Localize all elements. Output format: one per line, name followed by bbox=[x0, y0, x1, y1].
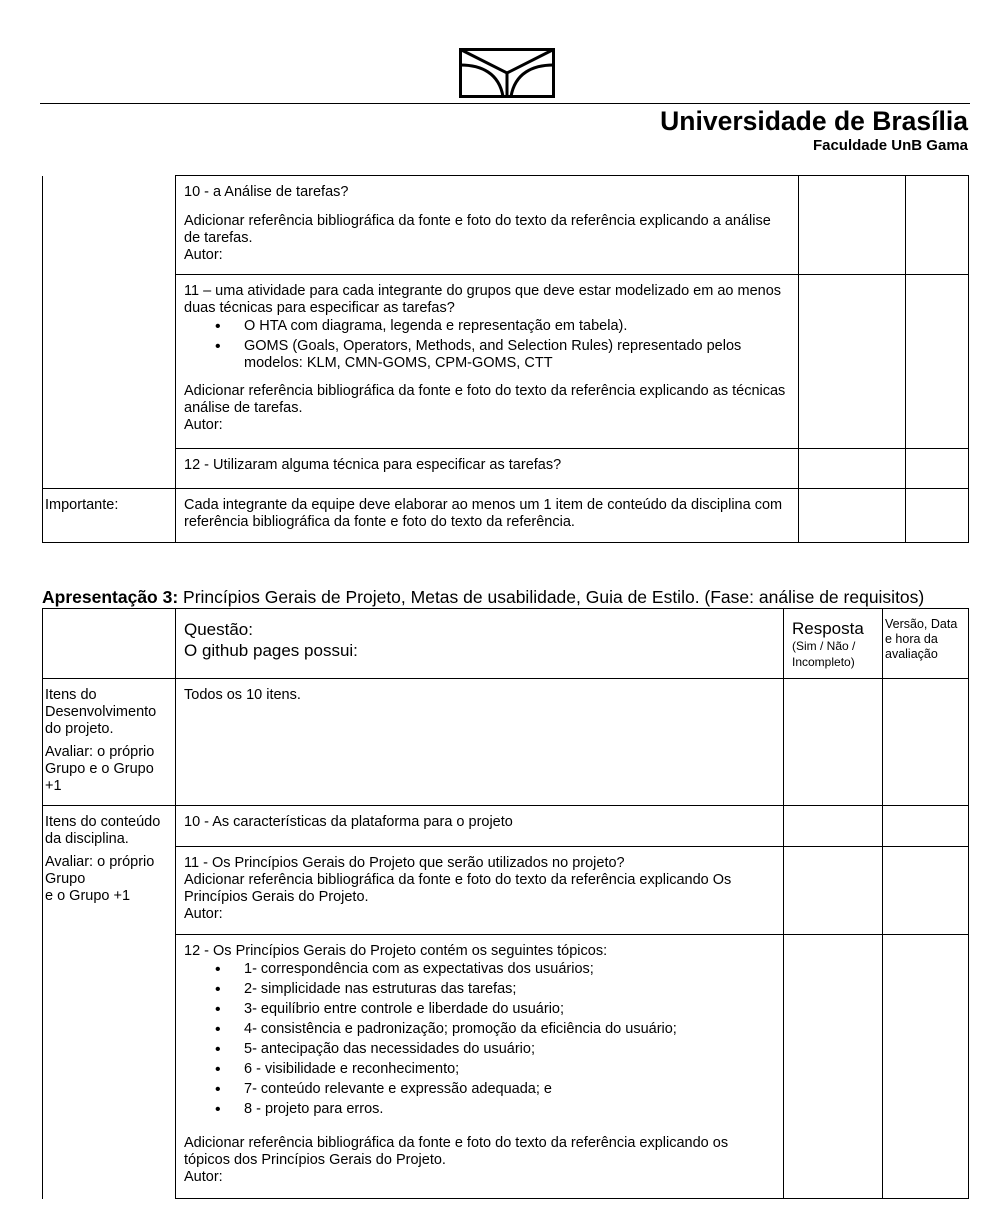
content-label-line3: e o Grupo +1 bbox=[45, 888, 131, 904]
bullet-list bbox=[184, 961, 775, 1118]
version-cell[interactable] bbox=[883, 935, 969, 1199]
author-text: Autor: bbox=[184, 247, 223, 263]
list-item: • 6 - visibilidade e reconhecimento; bbox=[244, 1061, 775, 1078]
header-response-options: (Sim / Não / Incompleto) bbox=[792, 639, 856, 669]
dev-items-label bbox=[43, 679, 176, 806]
list-item: • GOMS (Goals, Operators, Methods, and Selection Rules) representado pelos modelos: KLM, CMN-GOMS, CPM-GOMS, CTT bbox=[244, 338, 790, 372]
author-text: Autor: bbox=[184, 906, 223, 922]
list-item: • 3- equilíbrio entre controle e liberdade do usuário; bbox=[244, 1001, 775, 1018]
question-text: 10 - a Análise de tarefas? bbox=[184, 184, 349, 200]
header-version-cell bbox=[883, 609, 969, 679]
response-cell[interactable] bbox=[799, 489, 906, 543]
list-item: • 1- correspondência com as expectativas dos usuários; bbox=[244, 961, 775, 978]
content-label-line2: Avaliar: o próprio Grupo bbox=[45, 854, 155, 887]
response-cell[interactable] bbox=[784, 935, 883, 1199]
unb-logo-icon bbox=[459, 48, 555, 102]
version-cell[interactable] bbox=[883, 806, 969, 847]
evaluation-table-3 bbox=[42, 608, 969, 1199]
version-cell[interactable] bbox=[906, 176, 969, 275]
dev-items-text: Todos os 10 itens. bbox=[176, 679, 784, 806]
university-name: Universidade de Brasília bbox=[660, 106, 968, 136]
section-title-text: Princípios Gerais de Projeto, Metas de usabilidade, Guia de Estilo. (Fase: análise de requisitos) bbox=[178, 587, 925, 607]
response-cell[interactable] bbox=[799, 449, 906, 489]
list-item: • 5- antecipação das necessidades do usuário; bbox=[244, 1041, 775, 1058]
important-text: Cada integrante da equipe deve elaborar ao menos um 1 item de conteúdo da disciplina com referência bibliográfica da fonte e foto do texto da referência. bbox=[176, 489, 799, 543]
version-cell[interactable] bbox=[906, 489, 969, 543]
faculty-name: Faculdade UnB Gama bbox=[812, 137, 968, 154]
version-cell[interactable] bbox=[883, 847, 969, 935]
important-label: Importante: bbox=[43, 489, 176, 543]
question-text: 11 – uma atividade para cada integrante do grupos que deve estar modelizado em ao menos duas técnicas para especificar as tarefas? bbox=[184, 283, 782, 316]
reference-text: Adicionar referência bibliográfica da fonte e foto do texto da referência explicando Os Princípios Gerais do Projeto. bbox=[184, 872, 732, 905]
section-title bbox=[42, 587, 924, 608]
author-text: Autor: bbox=[184, 1169, 223, 1185]
question-text: 12 - Os Princípios Gerais do Projeto contém os seguintes tópicos: bbox=[184, 943, 608, 959]
version-cell[interactable] bbox=[906, 449, 969, 489]
bullet-list bbox=[184, 318, 790, 372]
question-cell-12 bbox=[176, 935, 784, 1199]
list-item: • 7- conteúdo relevante e expressão adequada; e bbox=[244, 1081, 775, 1098]
reference-text: Adicionar referência bibliográfica da fonte e foto do texto da referência explicando os tópicos dos Princípios Gerais do Projeto. bbox=[184, 1135, 729, 1168]
version-cell[interactable] bbox=[883, 679, 969, 806]
dev-label-line1: Itens do Desenvolvimento do projeto. bbox=[45, 687, 157, 737]
question-text: 11 - Os Princípios Gerais do Projeto que serão utilizados no projeto? bbox=[184, 855, 625, 871]
question-cell-10 bbox=[176, 806, 784, 847]
list-item: • 8 - projeto para erros. bbox=[244, 1101, 775, 1118]
list-item: • 4- consistência e padronização; promoção da eficiência do usuário; bbox=[244, 1021, 775, 1038]
header-empty-cell bbox=[43, 609, 176, 679]
header-rule bbox=[40, 103, 970, 104]
evaluation-table-2 bbox=[42, 175, 969, 543]
question-cell-12 bbox=[176, 449, 799, 489]
content-items-label bbox=[43, 806, 176, 1199]
question-text: 12 - Utilizaram alguma técnica para especificar as tarefas? bbox=[184, 457, 562, 473]
author-text: Autor: bbox=[184, 417, 223, 433]
list-item: • 2- simplicidade nas estruturas das tarefas; bbox=[244, 981, 775, 998]
header-version-label: Versão, Data e hora da avaliação bbox=[885, 617, 958, 661]
header-response-label: Resposta bbox=[792, 619, 864, 638]
response-cell[interactable] bbox=[784, 806, 883, 847]
response-cell[interactable] bbox=[784, 847, 883, 935]
response-cell[interactable] bbox=[799, 275, 906, 449]
section-title-bold: Apresentação 3: bbox=[42, 587, 179, 607]
reference-text: Adicionar referência bibliográfica da fonte e foto do texto da referência explicando a análise de tarefas. bbox=[184, 213, 771, 246]
label-cell-continued bbox=[43, 176, 176, 489]
dev-label-line2: Avaliar: o próprio Grupo e o Grupo +1 bbox=[45, 744, 155, 794]
list-item: • O HTA com diagrama, legenda e representação em tabela). bbox=[244, 318, 790, 335]
header-question-subtitle: O github pages possui: bbox=[184, 641, 358, 660]
question-cell-10 bbox=[176, 176, 799, 275]
question-cell-11 bbox=[176, 275, 799, 449]
reference-text: Adicionar referência bibliográfica da fonte e foto do texto da referência explicando as técnicas análise de tarefas. bbox=[184, 383, 786, 416]
header-response-cell bbox=[784, 609, 883, 679]
question-text: 10 - As características da plataforma para o projeto bbox=[184, 814, 513, 830]
header-question-cell bbox=[176, 609, 784, 679]
version-cell[interactable] bbox=[906, 275, 969, 449]
question-cell-11 bbox=[176, 847, 784, 935]
response-cell[interactable] bbox=[799, 176, 906, 275]
response-cell[interactable] bbox=[784, 679, 883, 806]
header-question-label: Questão: bbox=[184, 620, 253, 639]
content-label-line1: Itens do conteúdo da disciplina. bbox=[45, 814, 161, 847]
